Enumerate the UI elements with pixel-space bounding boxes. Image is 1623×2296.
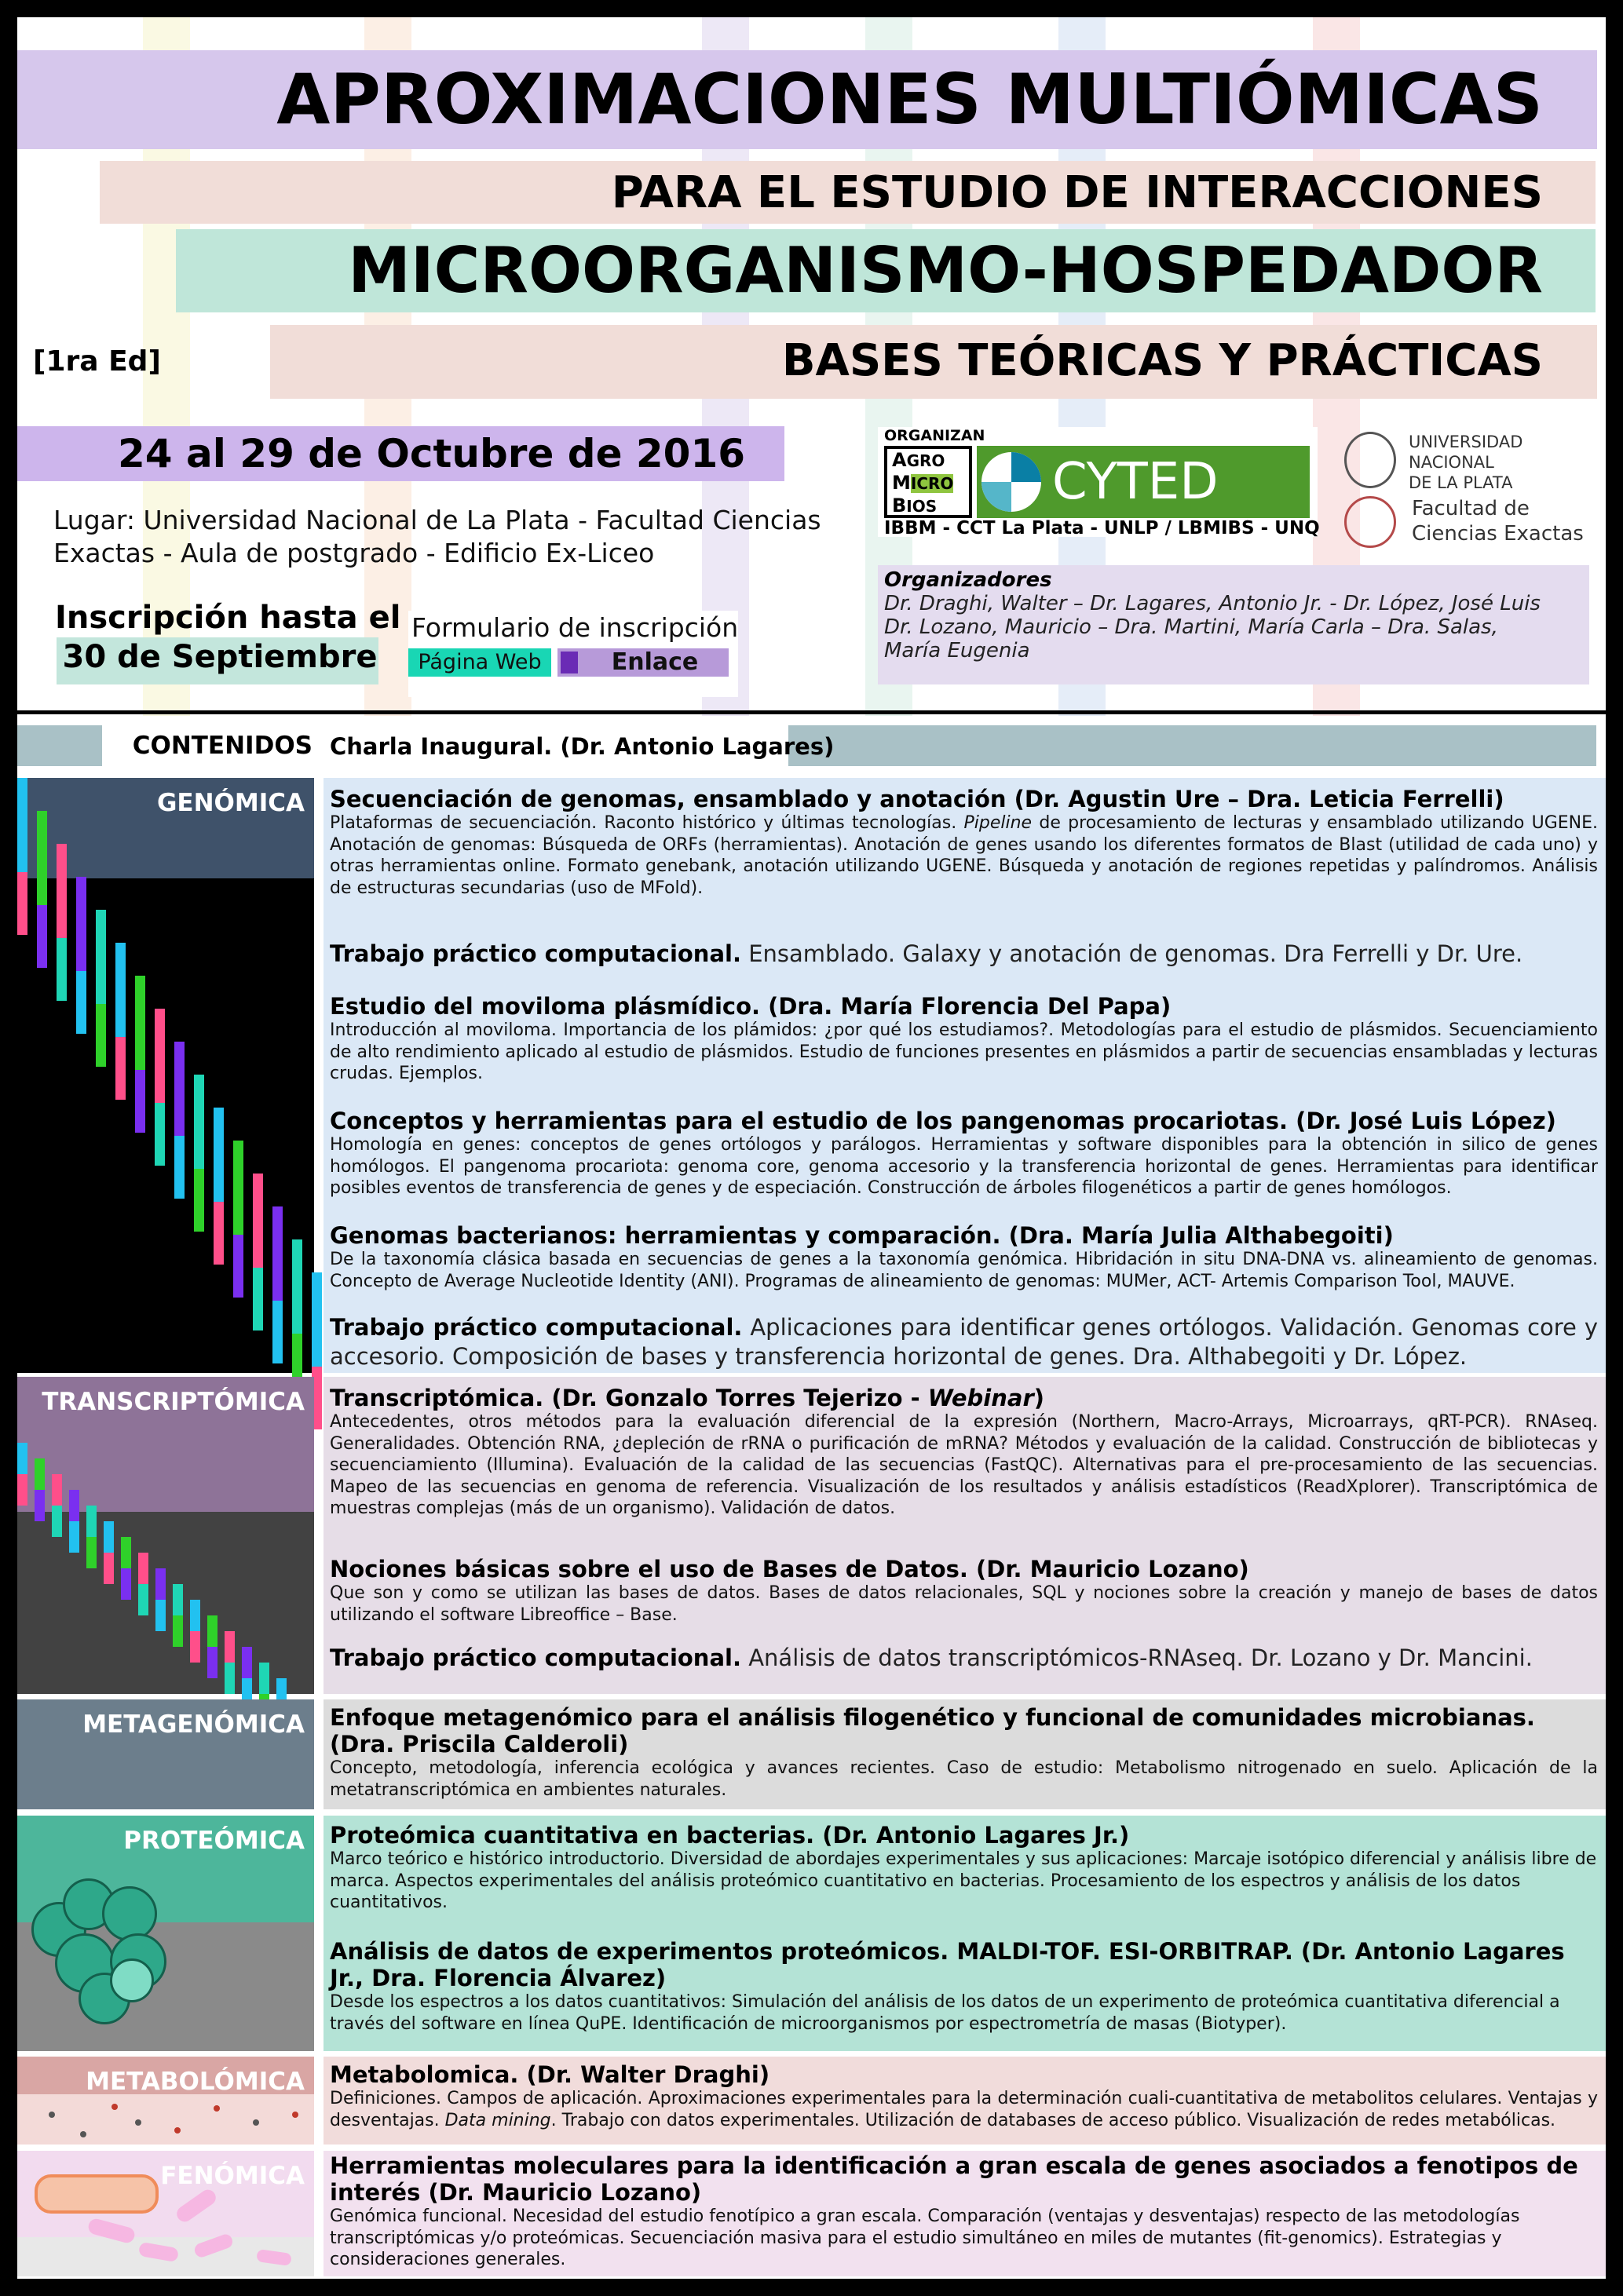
read-bar (35, 1490, 45, 1521)
fenomica-panel (324, 2151, 1606, 2276)
genomica-practical (330, 940, 1598, 969)
read-bar (155, 1009, 165, 1103)
read-bar (121, 1568, 131, 1600)
organizer-names-line: Dr. Draghi, Walter – Dr. Lagares, Antonio Jr. - Dr. López, José Luis (884, 592, 1541, 615)
item-title: Conceptos y herramientas para el estudio de los pangenomas procariotas. (Dr. José Luis López) (330, 1108, 1556, 1134)
read-bar (233, 1141, 243, 1235)
molecule-icon (80, 2131, 86, 2137)
organizers-box (878, 565, 1589, 684)
read-bar (135, 976, 145, 1070)
metabolomica-sidebar (17, 2057, 314, 2145)
item-body: Que son y como se utilizan las bases de datos. Bases de datos relacionales, SQL y nociones sobre la creación y manejo de bases de datos utilizando el software Libreoffice – Base. (330, 1583, 1598, 1625)
unlp-line: DE LA PLATA (1409, 473, 1513, 492)
read-bar (207, 1647, 217, 1678)
read-bar (233, 1235, 243, 1298)
item-title (330, 1385, 1598, 1411)
metabolomica-item (330, 2061, 1598, 2131)
bios-word: IOS (906, 497, 938, 516)
read-bar (17, 1474, 27, 1506)
section-proteomica (17, 1816, 1606, 2051)
read-bar (207, 1615, 217, 1647)
practical-label: Trabajo práctico computacional. (330, 940, 741, 967)
read-bar (37, 905, 47, 968)
read-bar (190, 1600, 200, 1631)
read-bar (76, 971, 86, 1034)
molecule-icon (111, 2104, 118, 2110)
unlp-line: UNIVERSIDAD (1409, 433, 1523, 451)
metagenomica-panel (324, 1699, 1606, 1809)
unlp-line: NACIONAL (1409, 453, 1494, 472)
item-title: Herramientas moleculares para la identificación a gran escala de genes asociados a fenotipos de interés (Dr. Mauricio Lozano) (330, 2152, 1578, 2206)
item-title-text: Transcriptómica. (Dr. Gonzalo Torres Tejerizo - (330, 1385, 928, 1411)
section-metabolomica (17, 2057, 1606, 2145)
item-title: Genomas bacterianos: herramientas y comparación. (Dra. María Julia Althabegoiti) (330, 1222, 1394, 1249)
item-body: Marco teórico e histórico introductorio. Diversidad de abordajes experimentales y sus aplicaciones: Marcaje isotópico diferencial y análisis libre de marca. Aspectos experimentales del análisis proteómico cuantitativo en bacterias. Procesamiento de los espectros y análisis de los datos cuantitativos. (330, 1849, 1597, 1912)
practical-text: Análisis de datos transcriptómicos-RNAseq. Dr. Lozano y Dr. Mancini. (740, 1644, 1533, 1671)
inaugural-talk: Charla Inaugural. (Dr. Antonio Lagares) (330, 733, 835, 760)
section-fenomica (17, 2151, 1606, 2276)
item-body: Introducción al moviloma. Importancia de los plámidos: ¿por qué los estudiamos?. Metodologías para el estudio de plásmidos. Secuenciamiento de alto rendimiento aplicado al estudio de plásmidos. Estudio de funciones presentes en plásmidos a partir de secuencias ensambladas y lecturas crudas. Ejemplos. (330, 1020, 1598, 1083)
read-bar (173, 1584, 183, 1615)
read-bar (86, 1506, 97, 1537)
fenomica-title: FENÓMICA (160, 2162, 305, 2190)
organizer-names-line: Dr. Lozano, Mauricio – Dra. Martini, María Carla – Dra. Salas, (884, 615, 1498, 639)
read-bar (86, 1537, 97, 1568)
genomica-panel (324, 778, 1606, 1373)
transcriptomica-item (330, 1385, 1598, 1520)
cyted-logo (977, 446, 1310, 518)
read-bar (52, 1506, 62, 1537)
item-body: Concepto, metodología, inferencia ecológica y avances recientes. Caso de estudio: Metabolismo nitrogenado en suelo. Aplicación de la metatranscriptómica en ambientes naturales. (330, 1758, 1598, 1800)
form-link-label: Enlace (611, 648, 699, 676)
item-body-em: Data mining (444, 2110, 551, 2130)
molecule-icon (49, 2112, 55, 2118)
read-bar (173, 1615, 183, 1647)
read-bar (155, 1600, 166, 1631)
protein-cluster-icon (31, 1871, 188, 2028)
item-body: Desde los espectros a los datos cuantitativos: Simulación del análisis de los datos de un experimento de proteómica cuantitativa diferencial a través del software en línea QuPE. Identificación de microorganismos por espectrometría de masas (Biotyper). (330, 1992, 1560, 2034)
read-bar (104, 1553, 114, 1584)
read-bar (69, 1521, 79, 1553)
proteomica-panel (324, 1816, 1606, 2051)
institutions-label: IBBM - CCT La Plata - UNLP / LBMIBS - UNQ (884, 518, 1320, 538)
cyted-text: CYTED (1052, 453, 1219, 511)
proteomica-item (330, 1822, 1598, 1914)
title-line-1: APROXIMACIONES MULTIÓMICAS (276, 59, 1543, 140)
item-title: Análisis de datos de experimentos proteómicos. MALDI-TOF. ESI-ORBITRAP. (Dr. Antonio Lagares Jr., Dra. Florencia Álvarez) (330, 1938, 1565, 1991)
item-body (330, 2088, 1598, 2131)
cyted-emblem-icon (981, 452, 1041, 512)
molecule-icon (253, 2119, 259, 2126)
genomica-item (330, 1108, 1598, 1199)
read-bar (155, 1568, 166, 1600)
item-body-text: Definiciones. Campos de aplicación. Aproximaciones experimentales para la determinación cuali-cuantitativa de metabolitos celulares. Ventajas y desventajas. (330, 2089, 1598, 2130)
read-bar (225, 1663, 235, 1694)
read-bar (76, 877, 86, 971)
read-bar (35, 1458, 45, 1490)
registration-line-2: 30 de Septiembre (62, 639, 378, 675)
read-bar (138, 1553, 148, 1584)
read-bar (96, 910, 106, 1004)
contents-label: CONTENIDOS (132, 732, 313, 760)
item-title: Secuenciación de genomas, ensamblado y anotación (Dr. Agustin Ure – Dra. Leticia Ferrelli) (330, 786, 1504, 812)
item-title-em: Webinar (927, 1385, 1034, 1411)
read-bar (115, 943, 126, 1037)
genomica-practical (330, 1313, 1598, 1371)
read-bar (292, 1239, 302, 1334)
read-bar (104, 1521, 114, 1553)
poster (17, 17, 1606, 2279)
edition-label: [1ra Ed] (33, 345, 161, 378)
read-bar (17, 872, 27, 935)
read-bar (37, 811, 47, 905)
organizer-logos (878, 427, 1318, 537)
item-body: Antecedentes, otros métodos para la evaluación diferencial de la expresión (Northern, Macro-Arrays, Microarrays, qRT-PCR). RNAseq. Generalidades. Obtención RNA, ¿depleción de rRNA o purificación de mRNA? Métodos y evaluación de la calidad. Construcción de bibliotecas y secuenciamiento (Illumina). Evaluación de la calidad de las secuencias (FastQC). Alternativas para el pre-procesamiento de las secuencias. Mapeo de las secuencias en genoma de referencia. Visualización de los resultados y análisis estadísticos (ReadXplorer). Transcriptómica de muestras complejas (más de un organismo). Validación de datos. (330, 1412, 1598, 1518)
unlp-seal-icon (1344, 432, 1396, 488)
section-transcriptomica (17, 1377, 1606, 1694)
read-bar (138, 1584, 148, 1615)
item-body: Genómica funcional. Necesidad del estudio fenotípico a gran escala. Comparación (ventajas y desventajas) respecto de las metodologías transcriptómicas y/o proteómicas. Secuenciación masiva para el estudio simultáneo en miles de mutantes (fit-genomics). Estrategias y consideraciones generales. (330, 2207, 1520, 2269)
metabolomica-title: METABOLÓMICA (86, 2068, 305, 2096)
molecule-icon (174, 2127, 181, 2134)
agro-initial: A (892, 449, 907, 471)
read-bar (225, 1631, 235, 1663)
read-bar (17, 778, 27, 872)
read-bar (17, 1443, 27, 1474)
title-line-3: MICROORGANISMO-HOSPEDADOR (348, 234, 1543, 307)
venue-line-2: Exactas - Aula de postgrado - Edificio Ex-Liceo (53, 538, 655, 568)
agro-word: GRO (906, 451, 945, 470)
registration-line-1: Inscripción hasta el (55, 600, 401, 636)
metabolomica-panel (324, 2057, 1606, 2145)
molecule-icon (135, 2119, 141, 2126)
exactas-name (1412, 496, 1584, 546)
exactas-line: Ciencias Exactas (1412, 522, 1584, 546)
item-title-speaker: (Dra. Priscila Calderoli) (330, 1731, 629, 1758)
read-bar (190, 1631, 200, 1663)
transcriptomica-title: TRANSCRIPTÓMICA (42, 1388, 305, 1416)
event-dates: 24 al 29 de Octubre de 2016 (118, 431, 746, 476)
unlp-name (1409, 432, 1522, 493)
transcriptomica-item (330, 1556, 1598, 1626)
metagenomica-item (330, 1704, 1598, 1801)
genomica-item (330, 786, 1598, 899)
read-bar (214, 1202, 224, 1265)
read-bar (69, 1490, 79, 1521)
micro-initial: M (892, 472, 911, 494)
metagenomica-title: METAGENÓMICA (82, 1710, 305, 1739)
item-body-text: . Trabajo con datos experimentales. Utilización de databases de acceso público. Visualización de redes metabólicas. (550, 2110, 1556, 2130)
read-bar (253, 1268, 263, 1331)
practical-text: Ensamblado. Galaxy y anotación de genomas. Dra Ferrelli y Dr. Ure. (740, 940, 1523, 967)
contents-bar (17, 725, 102, 766)
title-line-4: BASES TEÓRICAS Y PRÁCTICAS (781, 335, 1543, 386)
read-bar (96, 1004, 106, 1067)
proteomica-item (330, 1938, 1598, 2035)
metagenomica-sidebar (17, 1699, 314, 1809)
venue-line-1: Lugar: Universidad Nacional de La Plata - Facultad Ciencias (53, 505, 821, 535)
proteomica-sidebar (17, 1816, 314, 2051)
practical-text: Aplicaciones para identificar genes ortólogos. Validación. Genomas core y accesorio. Composición de bases y transferencia horizontal de genes. Dra. Althabegoiti y Dr. López. (330, 1314, 1598, 1370)
read-bar (52, 1474, 62, 1506)
fenomica-sidebar (17, 2151, 314, 2276)
practical-label: Trabajo práctico computacional. (330, 1644, 741, 1671)
exactas-logo-icon (1344, 496, 1396, 548)
bios-initial: B (892, 495, 907, 517)
read-bar (272, 1206, 283, 1301)
bacterium-icon (35, 2174, 159, 2214)
form-label: Formulario de inscripción (411, 612, 739, 643)
registration-form-box (408, 611, 738, 697)
venue (53, 504, 821, 570)
form-icon (561, 652, 578, 673)
genomica-item (330, 993, 1598, 1085)
transcriptomica-practical (330, 1644, 1598, 1673)
practical-label: Trabajo práctico computacional. (330, 1314, 743, 1341)
item-title: Metabolomica. (Dr. Walter Draghi) (330, 2061, 770, 2088)
read-bar (259, 1663, 269, 1694)
form-link-button[interactable] (557, 648, 729, 677)
item-title-end: ) (1033, 1385, 1045, 1411)
title-line-2: PARA EL ESTUDIO DE INTERACCIONES (611, 167, 1543, 218)
organizers-heading: Organizadores (884, 568, 1052, 592)
divider (17, 710, 1606, 714)
read-bar (174, 1042, 185, 1136)
proteomica-title: PROTEÓMICA (123, 1827, 305, 1855)
item-body: Plataformas de secuenciación. Raconto histórico y últimas tecnologías. Pipeline de procesamiento de lecturas y ensamblado utilizando UGENE. Anotación de genomas: Búsqueda de ORFs (herramientas). Anotación de genes usando los diferentes formatos de Blast (utilidad de cada uno) y otras herramientas online. Formato genebank, anotación utilizando UGENE. Búsqueda y anotación de regiones repetidas y palíndromos. Análisis de estructuras secundarias (uso de MFold). (330, 813, 1598, 898)
contents-bar (788, 725, 1596, 766)
section-genomica (17, 778, 1606, 1373)
micro-word: ICRO (910, 474, 954, 493)
read-bar (242, 1647, 252, 1678)
web-link-button[interactable]: Página Web (408, 648, 551, 677)
registration-deadline (55, 598, 401, 677)
fenomica-item (330, 2152, 1598, 2271)
bacterium-icon (174, 2187, 218, 2225)
read-bar (272, 1301, 283, 1363)
molecule-icon (214, 2105, 220, 2112)
organizer-names-line: María Eugenia (884, 639, 1030, 663)
section-metagenomica (17, 1699, 1606, 1809)
read-bar (194, 1169, 204, 1232)
genomica-item (330, 1222, 1598, 1292)
transcriptomica-panel (324, 1377, 1606, 1694)
read-bar (57, 844, 67, 938)
item-title: Nociones básicas sobre el uso de Bases de Datos. (Dr. Mauricio Lozano) (330, 1556, 1249, 1582)
item-title: Estudio del moviloma plásmídico. (Dra. María Florencia Del Papa) (330, 993, 1172, 1020)
read-bar (194, 1075, 204, 1169)
read-bar (312, 1272, 322, 1367)
read-bar (135, 1070, 145, 1133)
genomica-sidebar (17, 778, 314, 1373)
item-body: De la taxonomía clásica basada en secuencias de genes a la taxonomía genómica. Hibridación in situ DNA-DNA vs. alineamiento de genomas. Concepto de Average Nucleotide Identity (ANI). Programas de alineamiento de genomas: MUMer, ACT- Artemis Comparison Tool, MAUVE. (330, 1250, 1598, 1291)
organize-label: ORGANIZAN (884, 427, 985, 444)
read-bar (174, 1136, 185, 1199)
transcriptomica-sidebar (17, 1377, 314, 1694)
exactas-line: Facultad de (1412, 497, 1530, 520)
read-bar (253, 1174, 263, 1268)
item-body: Homología en genes: conceptos de genes ortólogos y parálogos. Herramientas y software disponibles para la obtención in silico de genes homólogos. El pangenoma procariota: genoma core, genoma accesorio y la transferencia horizontal de genes. Herramientas para identificar posibles eventos de transferencia de genes y de especiación. Construcción de árboles filogenéticos a partir de genes homólogos. (330, 1135, 1598, 1198)
genomica-title: GENÓMICA (156, 789, 305, 817)
read-bar (115, 1037, 126, 1100)
read-bar (121, 1537, 131, 1568)
agromicrobios-logo (884, 446, 972, 518)
item-title: Proteómica cuantitativa en bacterias. (Dr. Antonio Lagares Jr.) (330, 1822, 1130, 1849)
read-bar (57, 938, 67, 1001)
item-title: Enfoque metagenómico para el análisis filogenético y funcional de comunidades microbianas. (330, 1704, 1535, 1731)
read-bar (155, 1103, 165, 1166)
molecule-icon (292, 2112, 298, 2118)
read-bar (214, 1108, 224, 1202)
